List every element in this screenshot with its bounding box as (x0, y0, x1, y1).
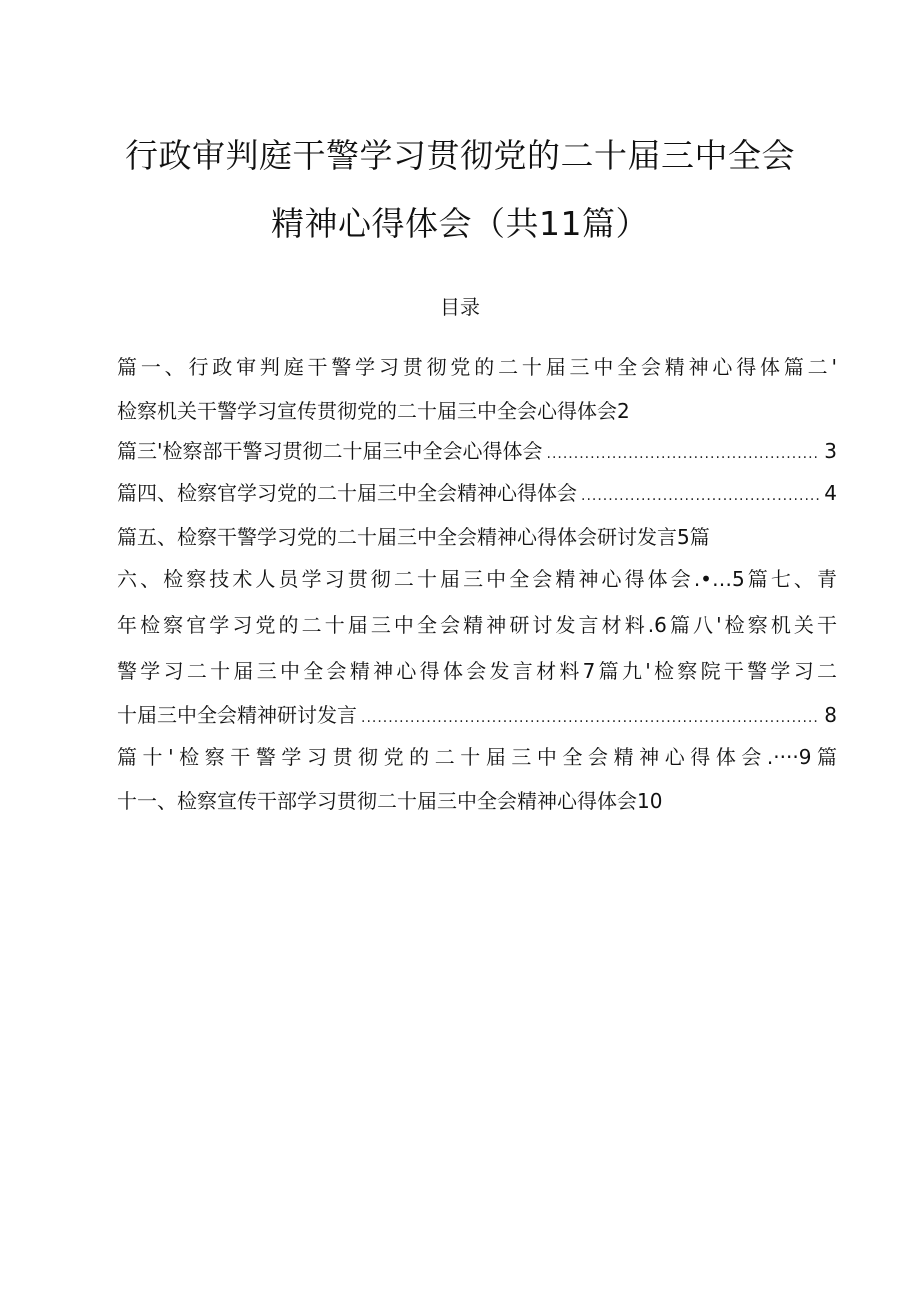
toc-line: 警学习二十届三中全会精神心得体会发言材料7篇九'检察院干警学习二 (117, 659, 837, 683)
toc-page-number: 3 (824, 439, 837, 463)
toc-line: 检察机关干警学习宣传贯彻党的二十届三中全会心得体会2 (117, 399, 630, 423)
document-title-line-1: 行政审判庭干警学习贯彻党的二十届三中全会 (125, 136, 795, 175)
dot-leader (547, 439, 821, 466)
toc-line (117, 700, 837, 730)
toc-entry-text: 十届三中全会精神研讨发言 (117, 703, 357, 727)
toc-line: 年检察官学习党的二十届三中全会精神研讨发言材料.6篇八'检察机关干 (117, 613, 837, 637)
toc-line (117, 478, 837, 508)
toc-line: 六、检察技术人员学习贯彻二十届三中全会精神心得体会.•…5篇七、青 (117, 567, 837, 591)
toc-line: 篇十'检察干警学习贯彻党的二十届三中全会精神心得体会.····9篇 (117, 745, 837, 769)
toc-entry-text: 篇三'检察部干警习贯彻二十届三中全会心得体会 (117, 439, 543, 463)
document-title-line-2: 精神心得体会（共11篇） (271, 204, 649, 243)
toc-line: 篇五、检察干警学习党的二十届三中全会精神心得体会研讨发言5篇 (117, 525, 710, 549)
toc-line (117, 436, 837, 466)
dot-leader (581, 481, 820, 508)
toc-page-number: 4 (824, 481, 837, 505)
toc-page-number: 8 (824, 703, 837, 727)
toc-heading: 目录 (440, 295, 480, 319)
dot-leader (361, 703, 820, 730)
toc-line: 篇一、行政审判庭干警学习贯彻党的二十届三中全会精神心得体篇二' (117, 355, 837, 379)
toc-entry-text: 篇四、检察官学习党的二十届三中全会精神心得体会 (117, 481, 577, 505)
toc-line: 十一、检察宣传干部学习贯彻二十届三中全会精神心得体会10 (117, 789, 663, 813)
